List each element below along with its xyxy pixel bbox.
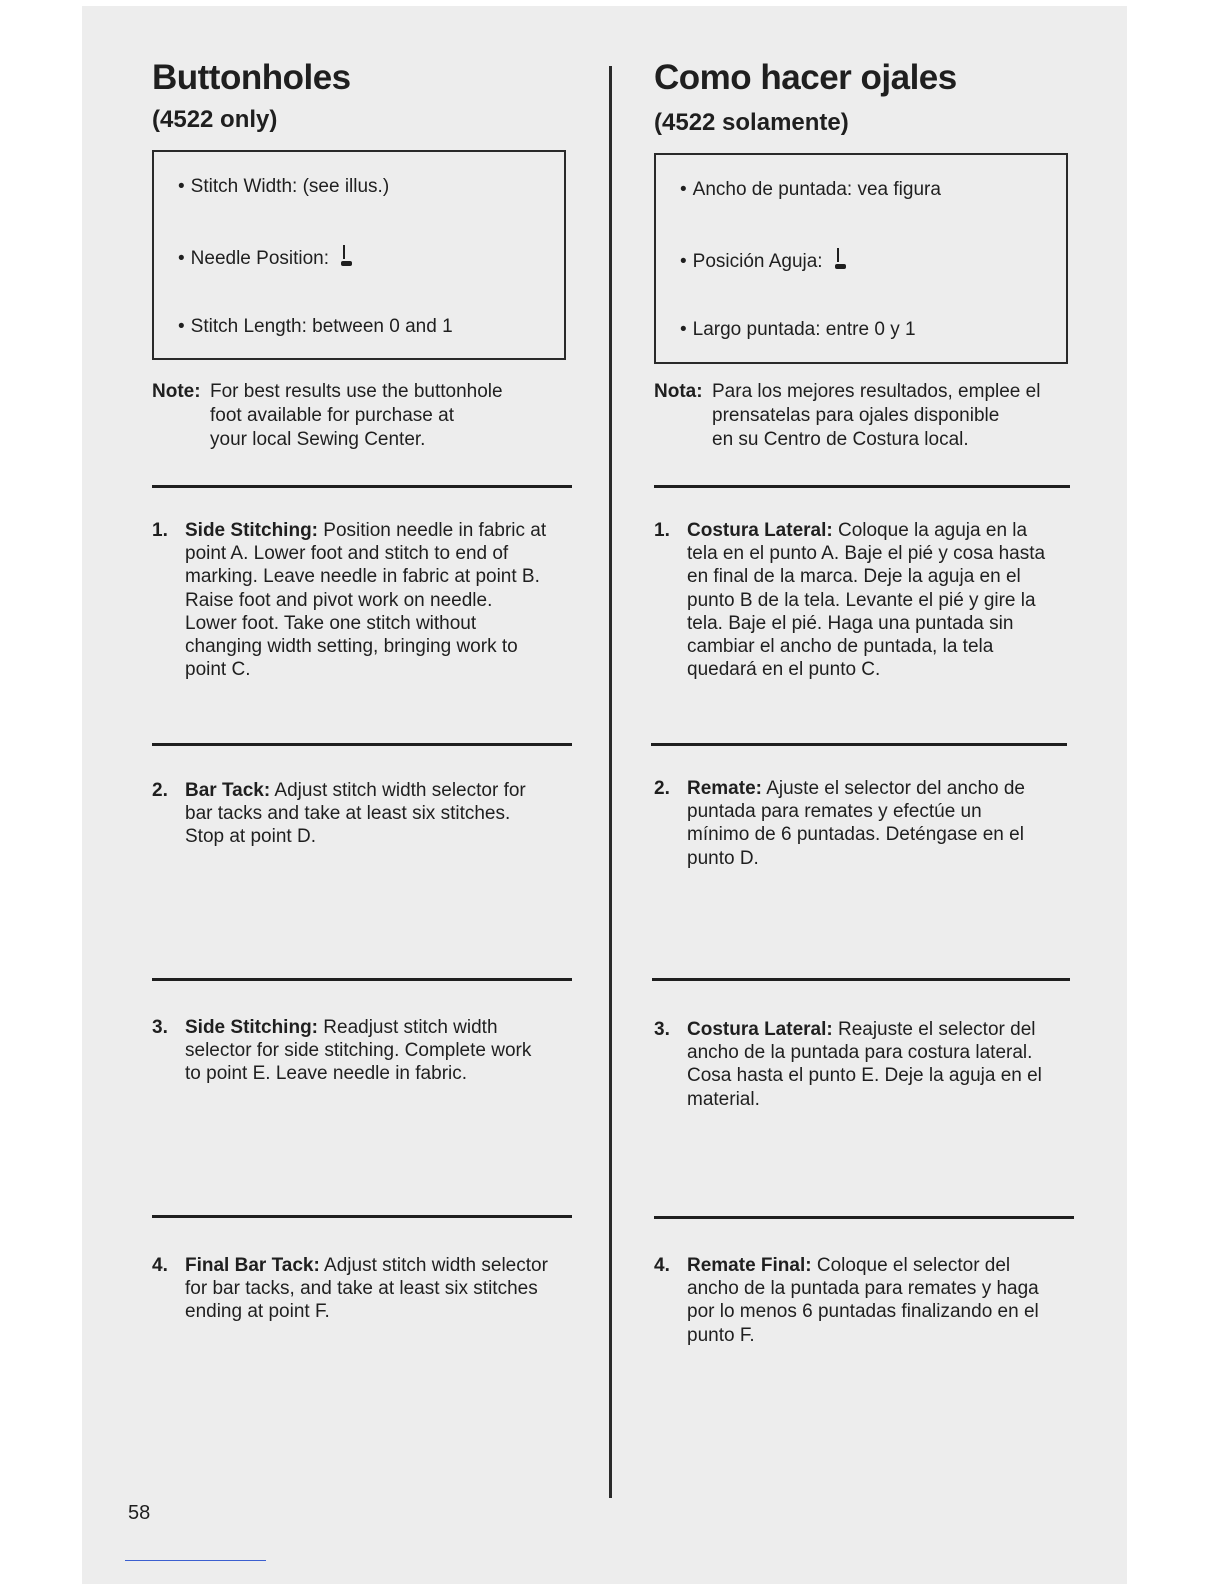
settings-box [152,150,566,360]
note-label-spanish: Nota: [654,381,703,402]
bullet-icon: • [680,319,687,340]
note-label: Note: [152,381,201,402]
page-title-spanish: Como hacer ojales [654,58,957,97]
bullet-icon: • [178,316,185,337]
page-title: Buttonholes [152,58,351,97]
left-needle-position-icon [833,248,849,270]
section-rule [152,1215,572,1218]
bullet-icon: • [178,248,185,269]
page-subtitle-spanish: (4522 solamente) [654,109,849,136]
setting-stitch-length: • Stitch Length: between 0 and 1 [178,316,453,337]
bullet-icon: • [680,251,687,272]
section-rule [654,1216,1074,1219]
section-rule [652,978,1070,981]
setting-needle-position: • Needle Position: [178,245,355,270]
settings-box-spanish [654,153,1068,364]
section-rule [152,743,572,746]
footer-link-line [125,1560,266,1561]
note-text: For best results use the buttonhole foot available for purchase at your local Sewing Center. [210,381,503,450]
bullet-icon: • [178,176,185,197]
bullet-icon: • [680,179,687,200]
left-needle-position-icon [339,245,355,267]
section-rule [651,743,1067,746]
setting-stitch-length-spanish: • Largo puntada: entre 0 y 1 [680,319,916,340]
setting-stitch-width-spanish: • Ancho de puntada: vea figura [680,179,941,200]
setting-needle-position-spanish: • Posición Aguja: [680,248,849,273]
column-divider [609,66,612,1498]
section-rule [152,978,572,981]
note-text-spanish: Para los mejores resultados, emplee el prensatelas para ojales disponible en su Centro de Costura local. [712,381,1041,450]
section-rule [152,485,572,488]
setting-stitch-width: • Stitch Width: (see illus.) [178,176,390,197]
page-number: 58 [128,1502,151,1524]
section-rule [654,485,1070,488]
page-subtitle: (4522 only) [152,106,278,133]
